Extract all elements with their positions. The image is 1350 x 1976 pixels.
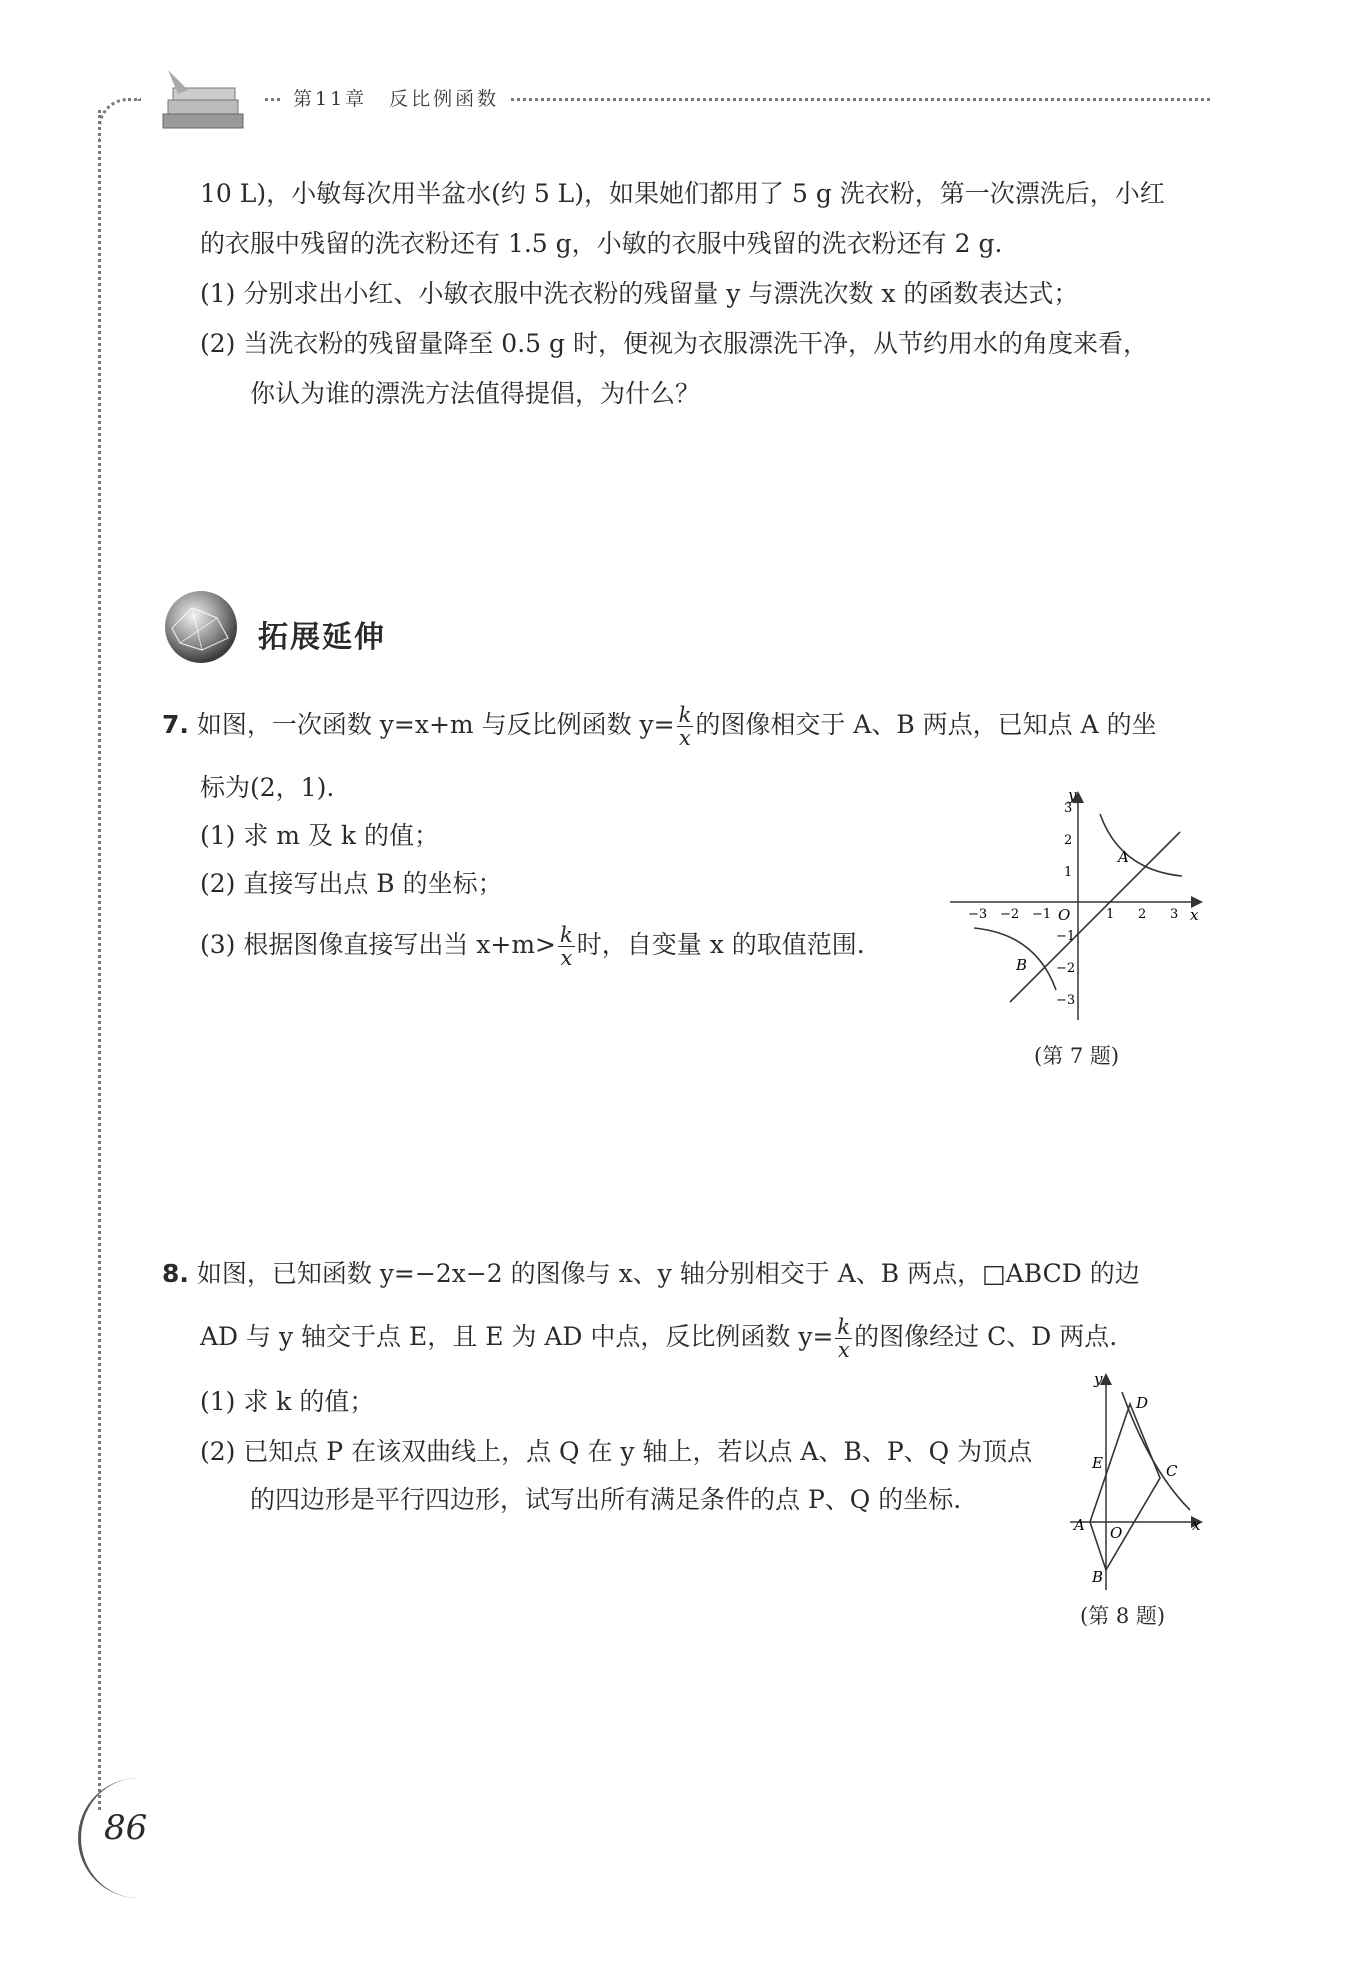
- problem8-line2: AD 与 y 轴交于点 E，且 E 为 AD 中点，反比例函数 y= $\frac{k}{x}$ 的图像经过 C、D 两点.: [200, 1315, 1118, 1362]
- fig8-y-label: y: [1094, 1370, 1103, 1388]
- problem7-question1: (1) 求 m 及 k 的值；: [200, 821, 440, 850]
- problem8-line1: 如图，已知函数 y=−2x−2 的图像与 x、y 轴分别相交于 A、B 两点，□ABCD 的边: [196, 1259, 1140, 1288]
- problem7-number-line: [162, 704, 1157, 749]
- globe-icon: [162, 588, 240, 666]
- problem8-number-line: [162, 1256, 1140, 1292]
- figure8-caption: (第 8 题): [1080, 1604, 1166, 1628]
- figure7-caption: (第 7 题): [1034, 1044, 1120, 1068]
- fig8-x-label: x: [1192, 1516, 1201, 1534]
- fig8-point-C: C: [1166, 1462, 1178, 1480]
- problem7-question3: (3) 根据图像直接写出当 x+m> $\frac{k}{x}$ 时，自变量 x 的取值范围.: [200, 923, 865, 970]
- fig7-ytick: −2: [1056, 961, 1076, 976]
- problem8-question2-line2: 的四边形是平行四边形，试写出所有满足条件的点 P、Q 的坐标.: [250, 1485, 962, 1514]
- figure7-graph: [950, 790, 1210, 1030]
- fig7-xtick: −3: [968, 907, 988, 922]
- fig8-origin-label: O: [1110, 1524, 1123, 1542]
- fig7-point-A: A: [1118, 848, 1129, 866]
- problem6-line2: 的衣服中残留的洗衣粉还有 1.5 g，小敏的衣服中残留的洗衣粉还有 2 g.: [200, 229, 1003, 258]
- book-stack-icon: [148, 60, 258, 140]
- problem6-question1: (1) 分别求出小红、小敏衣服中洗衣粉的残留量 y 与漂洗次数 x 的函数表达式；: [200, 279, 1079, 308]
- fig7-x-ticks: [968, 907, 1178, 922]
- problem8-question2-line1: (2) 已知点 P 在该双曲线上，点 Q 在 y 轴上，若以点 A、B、P、Q 为顶点: [200, 1437, 1033, 1466]
- problem7-line1-b: 的图像相交于 A、B 两点，已知点 A 的坐: [695, 710, 1157, 739]
- fig7-xtick: −1: [1032, 907, 1052, 922]
- page-border-left: [98, 110, 101, 1810]
- fig8-point-A: A: [1074, 1516, 1085, 1534]
- fig7-xtick: 3: [1170, 907, 1179, 922]
- problem6-question2-line1: (2) 当洗衣粉的残留量降至 0.5 g 时，便视为衣服漂洗干净，从节约用水的角度来看，: [200, 329, 1148, 358]
- figure8-graph: [1050, 1370, 1210, 1600]
- fig7-origin-label: O: [1058, 906, 1071, 924]
- fig8-point-D: D: [1136, 1394, 1149, 1412]
- problem7-q3-fraction: $\frac{k}{x}$: [560, 923, 573, 970]
- fig7-ytick: 1: [1064, 865, 1073, 880]
- fig7-ytick: 2: [1064, 833, 1073, 848]
- fig7-xtick: 2: [1138, 907, 1147, 922]
- fig7-y-label: y: [1068, 790, 1077, 804]
- fig7-ytick: −3: [1056, 993, 1076, 1008]
- chapter-title: 第11章 反比例函数: [283, 84, 509, 111]
- fig8-point-E: E: [1092, 1454, 1103, 1472]
- problem6-line1: 10 L)，小敏每次用半盆水(约 5 L)，如果她们都用了 5 g 洗衣粉，第一次漂洗后，小红: [200, 179, 1165, 208]
- problem8-fraction: $\frac{k}{x}$: [837, 1315, 851, 1362]
- fig8-point-B: B: [1092, 1568, 1104, 1586]
- problem8-number: 8.: [162, 1259, 189, 1288]
- fig7-ytick: 3: [1064, 801, 1073, 816]
- page-border-corner: [98, 98, 141, 141]
- problem8-question1: (1) 求 k 的值；: [200, 1387, 375, 1416]
- section-title: 拓展延伸: [258, 620, 386, 655]
- fig7-x-label: x: [1190, 906, 1199, 924]
- fig7-ytick: −1: [1056, 929, 1076, 944]
- problem6-question2-line2: 你认为谁的漂洗方法值得提倡，为什么？: [250, 379, 701, 408]
- fig7-xtick: 1: [1106, 907, 1115, 922]
- problem7-question2: (2) 直接写出点 B 的坐标；: [200, 869, 503, 898]
- problem7-line2: 标为(2，1).: [200, 773, 335, 802]
- fig7-y-ticks: [1056, 801, 1075, 1008]
- problem7-line1-a: 如图，一次函数 y=x+m 与反比例函数 y=: [196, 710, 675, 739]
- fig7-xtick: −2: [1000, 907, 1020, 922]
- page-number: 86: [104, 1808, 148, 1848]
- fig7-point-B: B: [1016, 956, 1028, 974]
- problem7-fraction: $\frac{k}{x}$: [678, 703, 692, 750]
- problem7-number: 7.: [162, 710, 189, 739]
